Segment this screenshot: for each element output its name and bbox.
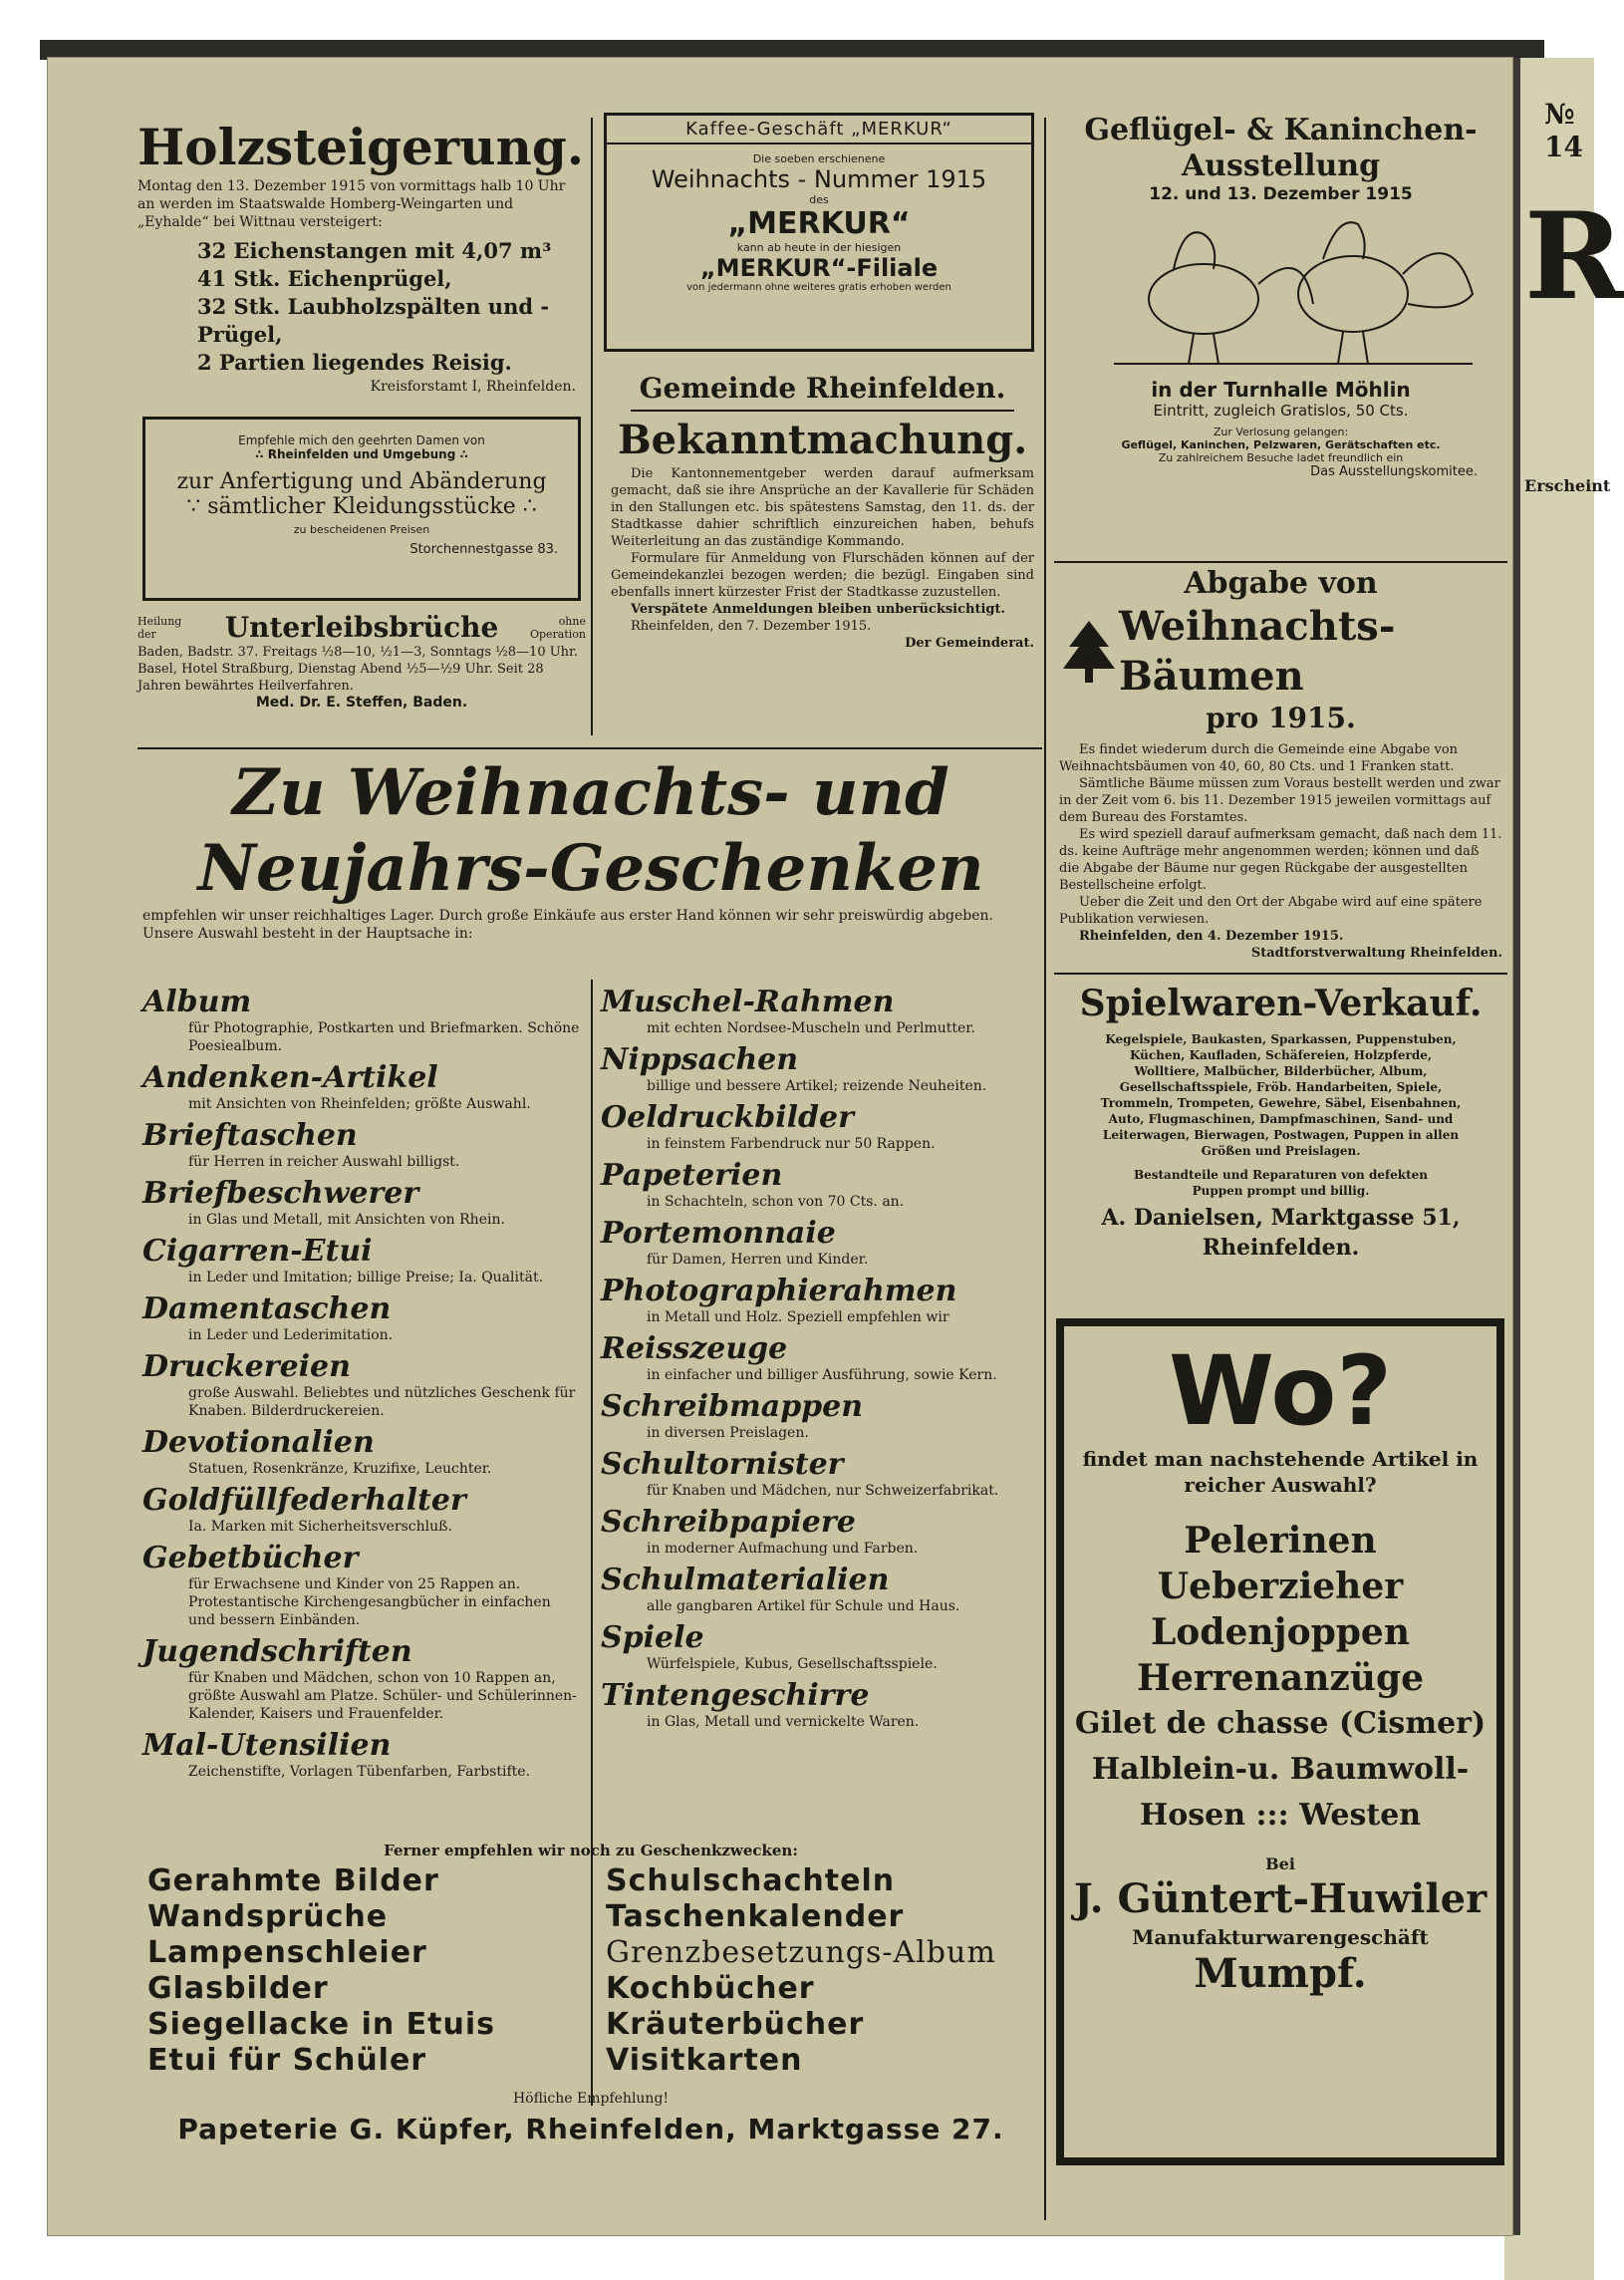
item-description: in Leder und Lederimitation.	[188, 1327, 394, 1343]
main-intro: empfehlen wir unser reichhaltiges Lager. Durch große Einkäufe aus erster Hand können wir sehr preiswürdig abgeben. Unsere Auswahl besteht in der Hauptsache in:	[142, 908, 993, 942]
item-title: Schreibpapiere	[601, 1505, 856, 1540]
holz-line: 2 Partien liegendes Reisig.	[197, 350, 512, 375]
merkur-line4: kann ab heute in der hiesigen	[736, 241, 902, 254]
extra-item: Kochbücher	[606, 1971, 815, 2006]
tailor-line3: zur Anfertigung und Abänderung	[176, 469, 547, 494]
divider	[1054, 561, 1507, 563]
item-title: Cigarren-Etui	[142, 1234, 373, 1269]
item-title: Andenken-Artikel	[142, 1060, 438, 1095]
gefluegel-entry: Eintritt, zugleich Gratislos, 50 Cts.	[1153, 402, 1409, 420]
adjacent-page	[1504, 58, 1624, 2280]
rooster-illustration	[1054, 204, 1507, 374]
trees-sign: Stadtforstverwaltung Rheinfelden.	[1250, 946, 1502, 961]
extra-item: Glasbilder	[147, 1971, 329, 2006]
merkur-line2: Weihnachts - Nummer 1915	[651, 165, 987, 193]
gefluegel-invite: Zu zahlreichem Besuche ladet freundlich ein	[1158, 451, 1404, 464]
item-title: Gebetbücher	[142, 1541, 359, 1575]
extra-item: Visitkarten	[606, 2043, 803, 2078]
wo-ad	[1056, 1318, 1504, 2165]
item-title: Nippsachen	[601, 1042, 799, 1077]
adjacent-letter: R	[1524, 186, 1624, 327]
holz-lines	[137, 237, 576, 377]
adjacent-number: № 14	[1544, 98, 1583, 163]
adjacent-erscheint: Erscheint	[1524, 476, 1611, 495]
gefluegel-place: in der Turnhalle Möhlin	[1151, 378, 1411, 402]
gemeinde-p2: Formulare für Anmeldung von Flurschäden können auf der Gemeindekanzlei bezogen werden; die bezügl. Eingaben sind ebenfalls innert kürzester Frist der Stadtkasse zuzustellen.	[611, 551, 1034, 600]
item-title: Mal-Utensilien	[142, 1728, 392, 1763]
divider	[1054, 973, 1507, 975]
wo-item: Lodenjoppen	[1150, 1611, 1411, 1653]
item-description: Zeichenstifte, Vorlagen Tübenfarben, Farbstifte.	[188, 1764, 531, 1780]
trees-date: Rheinfelden, den 4. Dezember 1915.	[1079, 929, 1344, 944]
hernia-ad	[137, 611, 586, 711]
item-description: für Knaben und Mädchen, nur Schweizerfabrikat.	[647, 1483, 999, 1499]
wo-big: Wo?	[1168, 1335, 1393, 1447]
gefluegel-items: Geflügel, Kaninchen, Pelzwaren, Gerätschaften etc.	[1121, 438, 1441, 451]
holz-line: 41 Stk. Eichenprügel,	[197, 266, 452, 291]
item-title: Goldfüllfederhalter	[142, 1483, 466, 1518]
wo-item: Halblein-u. Baumwoll-	[1091, 1752, 1470, 1787]
item-description: für Knaben und Mädchen, schon von 10 Rappen an, größte Auswahl am Platze. Schüler- und Schülerinnen-Kalender, Kaisers und Frauenfelder.	[188, 1670, 577, 1722]
trees-title2: Weihnachts-Bäumen	[1119, 603, 1396, 700]
wo-item: Hosen ::: Westen	[1139, 1798, 1422, 1833]
main-footer: Papeterie G. Küpfer, Rheinfelden, Marktgasse 27.	[177, 2113, 1004, 2145]
item-description: große Auswahl. Beliebtes und nützliches Geschenk für Knaben. Bilderdruckereien.	[188, 1385, 576, 1419]
hernia-title: Unterleibsbrüche	[224, 611, 499, 644]
trees-title3: pro 1915.	[1206, 702, 1356, 734]
extra-item: Grenzbesetzungs-Album	[606, 1935, 996, 1970]
merkur-name: „MERKUR“	[727, 206, 911, 241]
main-title2: Neujahrs-Geschenken	[197, 831, 984, 906]
wo-item: Ueberzieher	[1157, 1566, 1404, 1607]
extra-item: Lampenschleier	[147, 1935, 427, 1970]
item-description: in Metall und Holz. Speziell empfehlen wir	[647, 1309, 949, 1325]
item-title: Oeldruckbilder	[601, 1100, 854, 1135]
item-description: für Photographie, Postkarten und Briefmarken. Schöne Poesiealbum.	[188, 1020, 580, 1054]
extra-item: Schulschachteln	[606, 1863, 896, 1898]
item-title: Brieftaschen	[142, 1118, 358, 1153]
item-description: in Glas, Metall und vernickelte Waren.	[647, 1714, 920, 1730]
wo-item: Gilet de chasse (Cismer)	[1074, 1706, 1487, 1741]
trees-p3: Es wird speziell darauf aufmerksam gemacht, daß nach dem 11. ds. keine Aufträge mehr angenommen werden; können und daß die Abgabe der Bäume nur gegen Rückgabe der ausgestellten Bestellscheine erfolgt.	[1059, 827, 1502, 893]
spielwaren-body: Kegelspiele, Baukasten, Sparkassen, Puppenstuben, Küchen, Kaufladen, Schäfereien, Holzpferde, Wolltiere, Malbücher, Bilderbücher, Album, Gesellschaftsspiele, Fröb. Handarbeiten, Spiele, Trommeln, Trompeten, Gewehre, Säbel, Eisenbahnen, Auto, Flugmaschinen, Dampfmaschinen, Sand- und Leiterwagen, Bierwagen, Postwagen, Puppen in allen Größen und Preislagen.	[1100, 1032, 1462, 1158]
trees-header	[1059, 602, 1502, 702]
main-right-list	[601, 980, 1039, 1731]
item-title: Muschel-Rahmen	[601, 985, 895, 1019]
wo-shop: Manufakturwarengeschäft	[1132, 1925, 1429, 1949]
holz-intro: Montag den 13. Dezember 1915 von vormittags halb 10 Uhr an werden im Staatswalde Homberg-Weingarten und „Eyhalde“ bei Wittnau versteigert:	[137, 178, 566, 230]
item-description: für Herren in reicher Auswahl billigst.	[188, 1154, 460, 1170]
item-title: Spiele	[601, 1620, 704, 1655]
main-ferner: Ferner empfehlen wir noch zu Geschenkzwecken:	[384, 1842, 798, 1859]
extra-item: Gerahmte Bilder	[147, 1863, 439, 1898]
extra-item: Siegellacke in Etuis	[147, 2007, 496, 2042]
gefluegel-dates: 12. und 13. Dezember 1915	[1149, 184, 1413, 204]
tailor-ad	[142, 417, 581, 601]
wo-q1: findet man nachstehende Artikel in	[1082, 1447, 1479, 1471]
wo-name: J. Güntert-Huwiler	[1073, 1875, 1488, 1922]
gefluegel-raffle: Zur Verlosung gelangen:	[1213, 426, 1349, 438]
main-title1: Zu Weihnachts- und	[232, 755, 949, 830]
trees-ad	[1059, 566, 1502, 962]
item-description: in Schachteln, schon von 70 Cts. an.	[647, 1194, 905, 1210]
merkur-line3: des	[809, 193, 829, 206]
gemeinde-ad	[611, 372, 1034, 652]
gefluegel-ad	[1054, 113, 1507, 479]
gemeinde-p1: Die Kantonnementgeber werden darauf aufmerksam gemacht, daß sie ihre Ansprüche an der Kavallerie für Schäden in den Stallungen etc. bis spätestens Samstag, den 11. ds. der Stadtkasse dahier schriftlich einzureichen haben, behufs Weiterleitung an das zuständige Kommando.	[611, 466, 1034, 549]
wo-q2: reicher Auswahl?	[1184, 1473, 1377, 1497]
tailor-line2: ∴ Rheinfelden und Umgebung ∴	[255, 447, 468, 461]
gemeinde-sign: Der Gemeinderat.	[905, 636, 1034, 651]
item-description: mit Ansichten von Rheinfelden; größte Auswahl.	[188, 1096, 531, 1112]
column-rule	[591, 980, 593, 2106]
item-title: Tintengeschirre	[601, 1678, 870, 1713]
extra-item: Taschenkalender	[606, 1899, 905, 1934]
item-title: Papeterien	[601, 1158, 783, 1193]
divider	[631, 410, 1014, 412]
item-description: in einfacher und billiger Ausführung, sowie Kern.	[647, 1367, 997, 1383]
item-description: mit echten Nordsee-Muscheln und Perlmutter.	[647, 1020, 975, 1036]
holz-line: 32 Eichenstangen mit 4,07 m³	[197, 238, 552, 263]
tailor-line4: ∵ sämtlicher Kleidungsstücke ∴	[186, 494, 537, 519]
item-description: für Erwachsene und Kinder von 25 Rappen an. Protestantische Kirchengesangbücher in einfachen und bessern Einbänden.	[188, 1576, 551, 1628]
item-description: für Damen, Herren und Kinder.	[647, 1252, 869, 1268]
spielwaren-repair: Bestandteile und Reparaturen von defekten Puppen prompt und billig.	[1133, 1168, 1428, 1198]
tailor-line1: Empfehle mich den geehrten Damen von	[238, 433, 485, 447]
item-title: Schulmaterialien	[601, 1563, 890, 1597]
gemeinde-date: Rheinfelden, den 7. Dezember 1915.	[631, 619, 872, 634]
item-title: Druckereien	[142, 1349, 351, 1384]
holz-title: Holzsteigerung.	[137, 118, 585, 176]
item-description: in moderner Aufmachung und Farben.	[647, 1541, 919, 1557]
tailor-line5: zu bescheidenen Preisen	[293, 523, 430, 536]
hernia-right: ohne Operation	[529, 614, 586, 641]
trees-p4: Ueber die Zeit und den Ort der Abgabe wird auf eine spätere Publikation verwiesen.	[1059, 895, 1483, 927]
hernia-left: Heilung der	[137, 614, 182, 641]
hernia-baden: Baden, Badstr. 37. Freitags ½8—10, ½1—3, Sonntags ½8—10 Uhr.	[137, 645, 578, 660]
item-title: Portemonnaie	[601, 1216, 836, 1251]
holz-sign: Kreisforstamt I, Rheinfelden.	[370, 379, 576, 395]
item-description: Ia. Marken mit Sicherheitsverschluß.	[188, 1519, 452, 1535]
item-description: Statuen, Rosenkränze, Kruzifixe, Leuchter.	[188, 1461, 492, 1477]
gemeinde-title: Gemeinde Rheinfelden.	[639, 372, 1006, 405]
column-rule	[1044, 118, 1046, 2220]
item-description: in diversen Preislagen.	[647, 1425, 809, 1441]
hernia-basel: Basel, Hotel Straßburg, Dienstag Abend ½5—½9 Uhr. Seit 28 Jahren bewährtes Heilverfahren.	[137, 662, 544, 694]
extra-item: Wandsprüche	[147, 1899, 389, 1934]
christmas-tree-icon	[1059, 617, 1119, 687]
extra-item: Kräuterbücher	[606, 2007, 865, 2042]
item-description: in Leder und Imitation; billige Preise; Ia. Qualität.	[188, 1270, 544, 1285]
main-hoeflich: Höfliche Empfehlung!	[512, 2091, 670, 2107]
item-title: Reisszeuge	[601, 1331, 788, 1366]
tailor-address: Storchennestgasse 83.	[409, 542, 558, 557]
hernia-sign: Med. Dr. E. Steffen, Baden.	[255, 695, 468, 711]
merkur-ad	[604, 113, 1034, 352]
item-description: alle gangbaren Artikel für Schule und Haus.	[647, 1598, 960, 1614]
column-rule	[591, 118, 593, 735]
holz-line: 32 Stk. Laubholzspälten und -Prügel,	[197, 294, 550, 347]
item-description: Würfelspiele, Kubus, Gesellschaftsspiele.	[647, 1656, 938, 1672]
merkur-line1: Die soeben erschienene	[752, 152, 886, 165]
spielwaren-title: Spielwaren-Verkauf.	[1079, 983, 1483, 1024]
item-title: Schreibmappen	[601, 1389, 864, 1424]
hernia-header	[137, 611, 586, 644]
item-description: billige und bessere Artikel; reizende Neuheiten.	[647, 1078, 987, 1094]
gemeinde-p3: Verspätete Anmeldungen bleiben unberücksichtigt.	[631, 602, 1006, 617]
item-title: Jugendschriften	[142, 1634, 412, 1669]
wo-town: Mumpf.	[1194, 1950, 1367, 1997]
gefluegel-sign: Das Ausstellungskomitee.	[1310, 464, 1478, 479]
item-title: Devotionalien	[142, 1425, 375, 1460]
item-title: Schultornister	[601, 1447, 844, 1482]
merkur-header: Kaffee-Geschäft „MERKUR“	[607, 116, 1031, 144]
merkur-filiale: „MERKUR“-Filiale	[699, 254, 939, 282]
item-description: in feinstem Farbendruck nur 50 Rappen.	[647, 1136, 936, 1152]
gefluegel-title: Geflügel- & Kaninchen-Ausstellung	[1084, 113, 1478, 183]
extra-right-list	[606, 1863, 1044, 2079]
item-title: Photographierahmen	[601, 1274, 957, 1308]
spielwaren-sign: A. Danielsen, Marktgasse 51, Rheinfelden.	[1101, 1205, 1461, 1261]
wo-item: Herrenanzüge	[1136, 1657, 1425, 1699]
merkur-line5: von jedermann ohne weiteres gratis erhoben werden	[686, 282, 951, 293]
spielwaren-ad	[1059, 980, 1502, 1263]
book-edge	[40, 40, 1544, 60]
trees-p2: Sämtliche Bäume müssen zum Voraus bestellt werden und zwar in der Zeit vom 6. bis 11. Dezember 1915 jeweilen vormittags auf dem Bureau des Forstamtes.	[1059, 776, 1500, 825]
extra-item: Etui für Schüler	[147, 2043, 427, 2078]
holz-ad	[137, 118, 585, 395]
divider	[137, 747, 1042, 749]
gemeinde-subtitle: Bekanntmachung.	[617, 417, 1028, 463]
item-title: Briefbeschwerer	[142, 1176, 419, 1211]
item-title: Damentaschen	[142, 1291, 392, 1326]
item-title: Album	[142, 985, 252, 1019]
item-description: in Glas und Metall, mit Ansichten von Rhein.	[188, 1212, 505, 1228]
main-left-list	[142, 980, 581, 1781]
main-ad	[142, 755, 1039, 943]
newspaper-page	[48, 58, 1512, 2235]
trees-title1: Abgabe von	[1184, 566, 1378, 601]
trees-p1: Es findet wiederum durch die Gemeinde eine Abgabe von Weihnachtsbäumen von 40, 60, 80 Cts. und 1 Franken statt.	[1059, 742, 1459, 774]
wo-item: Pelerinen	[1184, 1520, 1377, 1562]
extra-left-list	[147, 1863, 586, 2079]
wo-bei: Bei	[1265, 1854, 1295, 1873]
